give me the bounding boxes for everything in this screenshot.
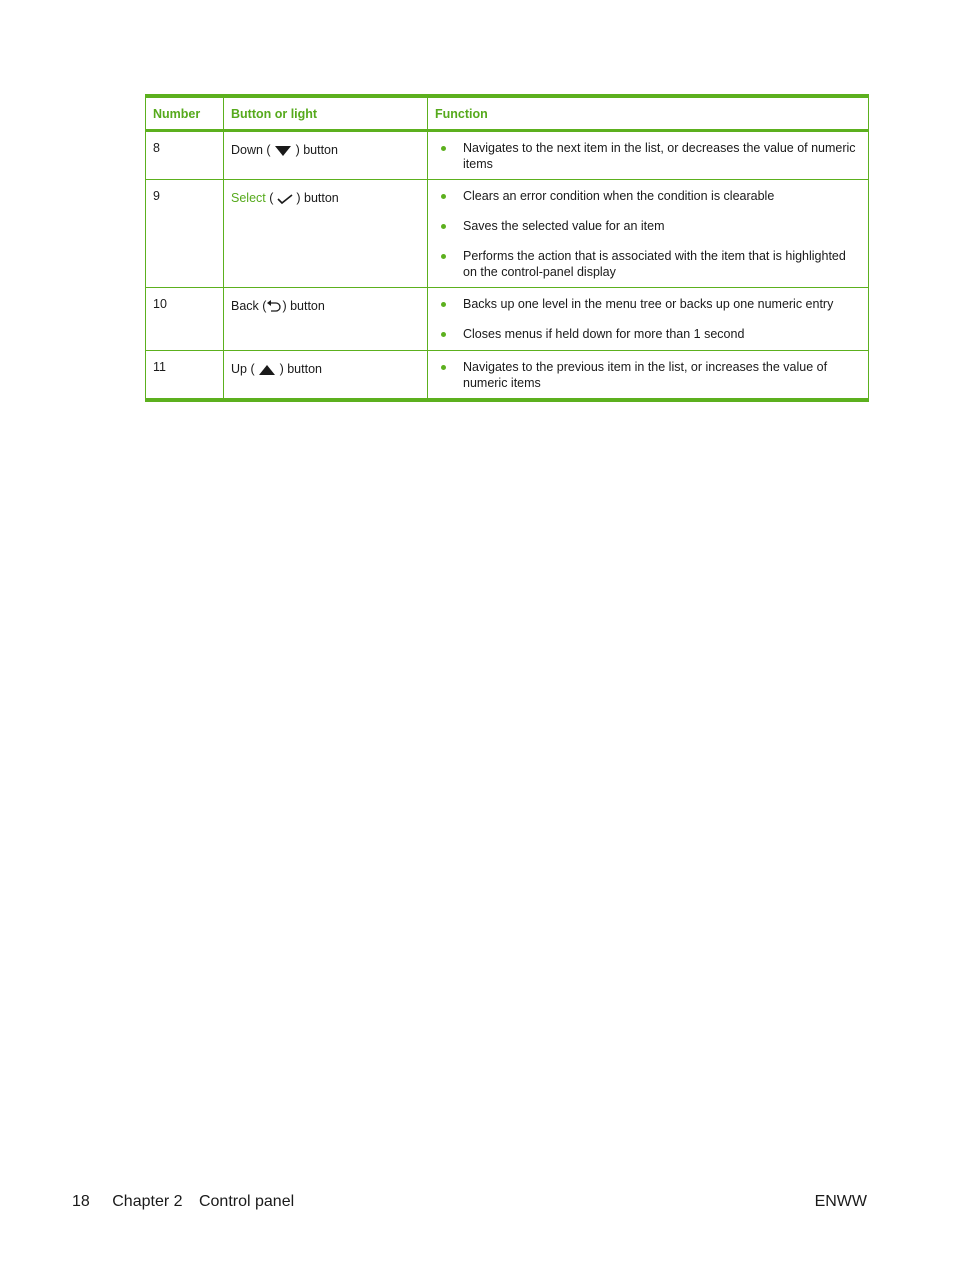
- button-label-post: ) button: [282, 299, 325, 313]
- row-number: 8: [146, 131, 224, 180]
- function-text: Saves the selected value for an item: [463, 219, 665, 233]
- button-label-pre: Up (: [231, 362, 255, 376]
- button-label-pre: Back (: [231, 299, 267, 313]
- list-item: [435, 296, 861, 312]
- list-item: [435, 248, 861, 280]
- row-button: [224, 131, 428, 180]
- page-number: 18: [72, 1193, 90, 1210]
- header-button-or-light: Button or light: [224, 96, 428, 131]
- bullet-icon: [441, 254, 446, 259]
- row-number: 10: [146, 288, 224, 351]
- bullet-icon: [441, 302, 446, 307]
- back-arrow-icon: [266, 300, 282, 313]
- table-row: [146, 288, 869, 351]
- button-label-post: ) button: [279, 362, 322, 376]
- list-item: [435, 218, 861, 234]
- table-row: [146, 180, 869, 288]
- function-text: Closes menus if held down for more than 1 second: [463, 327, 745, 341]
- page-footer-right: ENWW: [814, 1193, 867, 1210]
- control-panel-table-container: [145, 94, 868, 402]
- function-text: Performs the action that is associated with the item that is highlighted on the control-panel display: [463, 249, 846, 279]
- up-triangle-icon: [258, 364, 276, 376]
- row-function: [428, 131, 869, 180]
- header-number: Number: [146, 96, 224, 131]
- button-label-mid: (: [265, 191, 274, 205]
- table-row: [146, 131, 869, 180]
- list-item: [435, 359, 861, 391]
- bullet-icon: [441, 146, 446, 151]
- bullet-icon: [441, 365, 446, 370]
- table-row: [146, 351, 869, 401]
- list-item: [435, 140, 861, 172]
- row-function: [428, 180, 869, 288]
- down-triangle-icon: [274, 145, 292, 157]
- select-link[interactable]: Select: [231, 191, 266, 205]
- row-button: [224, 351, 428, 401]
- row-button: [224, 288, 428, 351]
- row-number: 11: [146, 351, 224, 401]
- table-header-row: [146, 96, 869, 131]
- function-text: Navigates to the previous item in the list, or increases the value of numeric items: [463, 360, 828, 390]
- list-item: [435, 188, 861, 204]
- row-function: [428, 351, 869, 401]
- bullet-icon: [441, 194, 446, 199]
- row-button: [224, 180, 428, 288]
- list-item: [435, 326, 861, 342]
- row-function: [428, 288, 869, 351]
- button-label-post: ) button: [296, 191, 339, 205]
- chapter-label: Chapter 2: [112, 1193, 183, 1210]
- page-footer-left: [72, 1193, 312, 1211]
- control-panel-table: [145, 94, 869, 402]
- button-label-pre: Down (: [231, 143, 271, 157]
- row-number: 9: [146, 180, 224, 288]
- checkmark-icon: [277, 193, 293, 205]
- button-label-post: ) button: [295, 143, 338, 157]
- header-function: Function: [428, 96, 869, 131]
- bullet-icon: [441, 332, 446, 337]
- function-text: Clears an error condition when the condition is clearable: [463, 189, 775, 203]
- bullet-icon: [441, 224, 446, 229]
- function-text: Navigates to the next item in the list, or decreases the value of numeric items: [463, 141, 856, 171]
- section-label: Control panel: [198, 1193, 295, 1210]
- function-text: Backs up one level in the menu tree or backs up one numeric entry: [463, 297, 834, 311]
